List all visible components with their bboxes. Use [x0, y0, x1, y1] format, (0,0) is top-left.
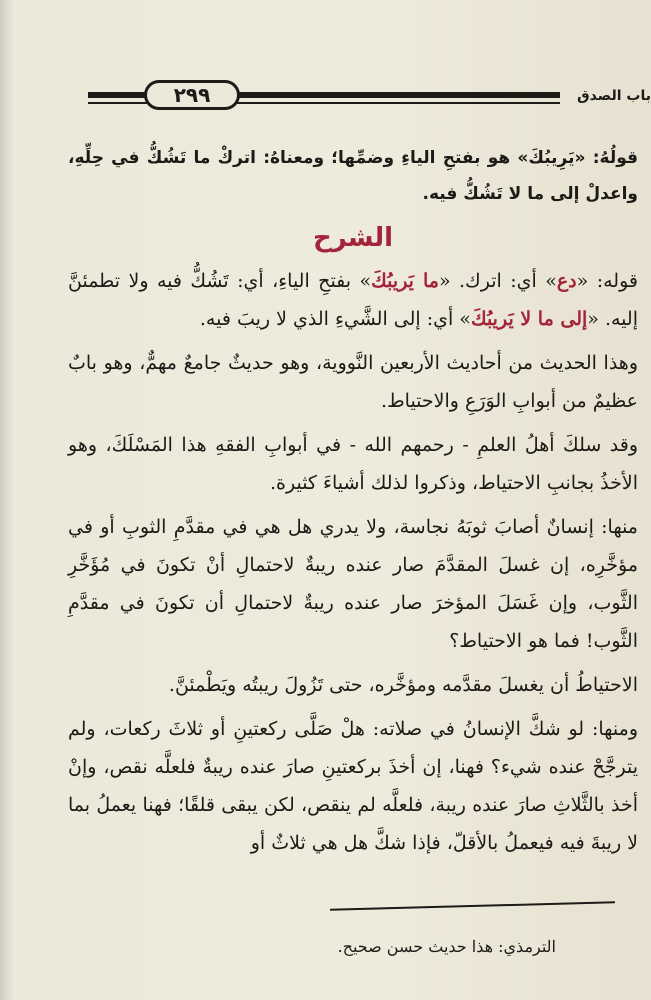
page-number: ٢٩٩: [144, 80, 240, 110]
highlight-term: دع: [556, 270, 577, 292]
text-run: » أي: إلى الشَّيءِ الذي لا ريبَ فيه.: [199, 308, 471, 330]
text-run: » أي: اترك. «: [438, 270, 557, 292]
paragraph-hadith-note: وهذا الحديث من أحاديث الأربعين النَّووية، وهو حديثٌ جامعٌ مهمٌّ، وهو بابٌ عظيمٌ من أبوابِ الوَرَعِ والاحتياط.: [68, 352, 638, 412]
highlight-term: ما يَريبُكَ: [371, 270, 439, 292]
paragraph-precaution: الاحتياطُ أن يغسلَ مقدَّمه ومؤخَّره، حتى تَزُولَ ريبتُه ويَطْمئنَّ.: [168, 674, 638, 696]
footnote: الترمذي: هذا حديث حسن صحيح.: [337, 937, 556, 956]
footnote-rule: [330, 901, 615, 910]
paragraph-explanation: [68, 262, 638, 338]
highlight-term: إلى ما لا يَريبُكَ: [470, 308, 588, 330]
paragraph-scholars: وقد سلكَ أهلُ العلمِ - رحمهم الله - في أبوابِ الفقهِ هذا المَسْلَكَ، وهو الأخذُ بجانبِ الاحتياط، وذكروا لذلك أشياءَ كثيرة.: [68, 434, 638, 494]
running-head: باب الصدق: [577, 88, 651, 104]
body-text: [68, 140, 638, 868]
text-run: » بفتحِ الياءِ، أي: تَشُكُّ فيه ولا تطمئنَّ إليه. «: [68, 270, 638, 330]
section-title: الشرح: [312, 223, 394, 253]
text-run: قوله: «: [576, 270, 638, 292]
paragraph-example-garment: منها: إنسانٌ أصابَ ثوبَهُ نجاسة، ولا يدري هل هي في مقدَّمِ الثوبِ أو في مؤخَّرِه، إن غسلَ المقدَّمَ صار عنده ريبةٌ لاحتمالِ أنْ تكونَ في مُؤَخَّرِ الثَّوب، وإن غَسَلَ المؤخرَ صار عنده ريبةٌ لاحتمالِ أن تكونَ في مقدَّمِ الثَّوب! فما هو الاحتياط؟: [68, 516, 638, 652]
spine-shadow: [0, 0, 14, 1000]
paragraph-example-prayer: ومنها: لو شكَّ الإنسانُ في صلاته: هلْ صَلَّى ركعتينِ أو ثلاثَ ركعات، ولم يترجَّحْ عنده شيء؟ فهنا، إن أخذَ بركعتينِ صارَ عنده ريبةٌ فلعلَّه نقص، وإنْ أخذ بالثَّلاثِ صارَ عنده ريبة، فلعلَّه لم ينقص، لكن يبقى قلقًا؛ فهنا يعملُ بما لا ريبةَ فيه فيعملُ بالأقلّ، فإذا شكَّ هل هي ثلاثٌ أو: [68, 718, 638, 854]
page-header: [88, 78, 651, 118]
lead-paragraph: قولُهُ: «يَرِيبُكَ» هو بفتحِ الياءِ وضمِّها؛ ومعناهُ: اتركْ ما تَشُكُّ في حِلِّهِ، واعدلْ إلى ما لا تَشُكُّ فيه.: [68, 148, 638, 204]
